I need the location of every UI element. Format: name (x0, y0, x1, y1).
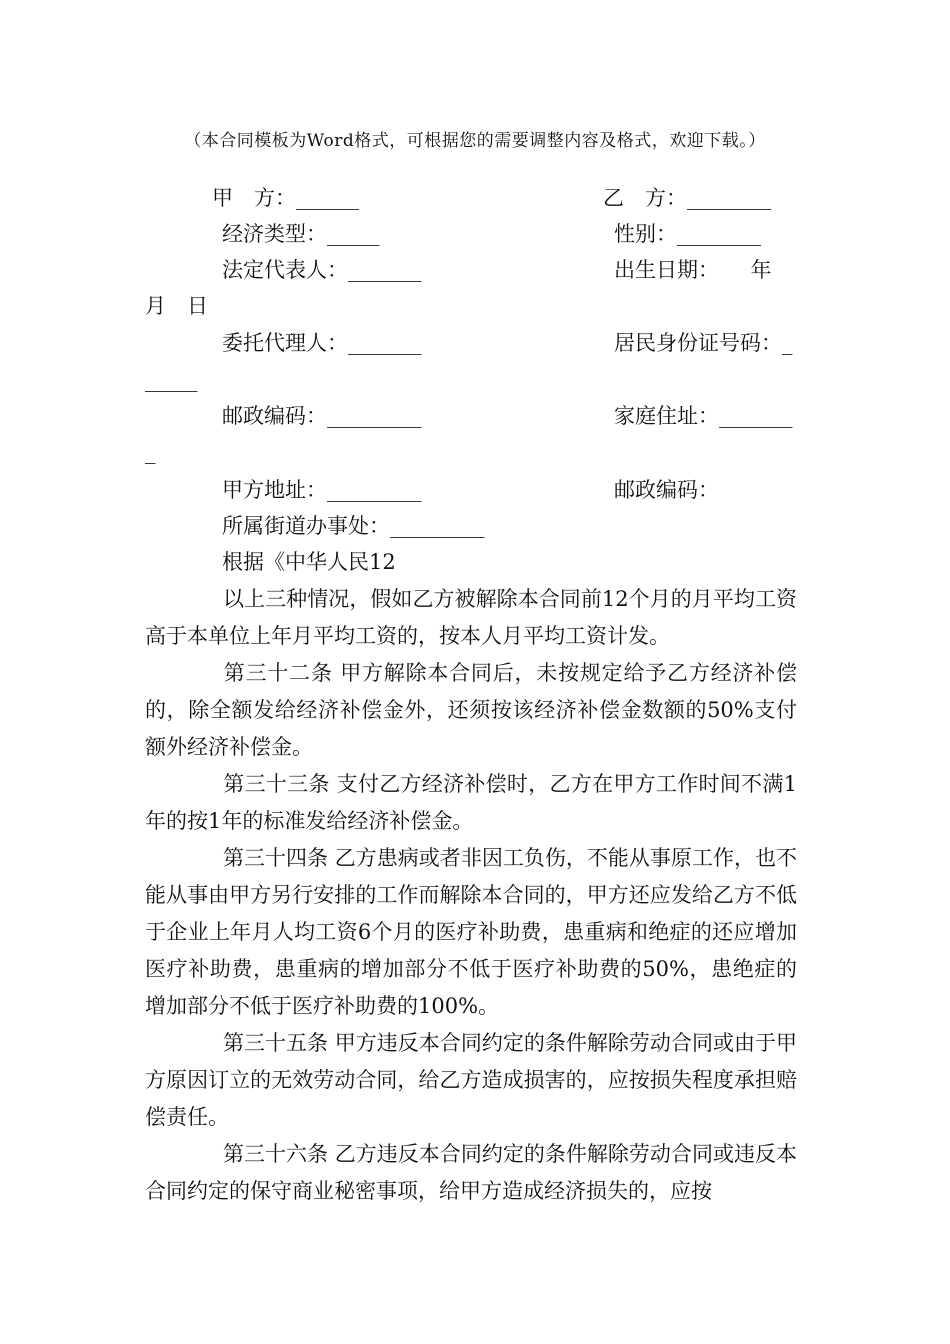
home-address-field: 家庭住址：_______ (614, 404, 793, 428)
id-number-field: 居民身份证号码：_ (614, 331, 793, 355)
template-note: （本合同模板为Word格式，可根据您的需要调整内容及格式，欢迎下载。） (184, 131, 766, 151)
paragraph-article-34 (145, 840, 797, 1025)
paragraph-article-32 (145, 655, 797, 766)
economic-type-field: 经济类型：_____ (222, 222, 380, 246)
paragraph-text: 第三十三条 支付乙方经济补偿时，乙方在甲方工作时间不满1年的按1年的标准发给经济补偿金。 (145, 772, 797, 833)
street-office-field: 所属街道办事处：_________ (222, 514, 485, 538)
basis-line: 根据《中华人民12 (222, 550, 396, 574)
paragraph-text: 以上三种情况，假如乙方被解除本合同前12个月的月平均工资高于本单位上年月平均工资的，按本人月平均工资计发。 (145, 587, 797, 648)
paragraph (145, 581, 797, 655)
party-a-address-field: 甲方地址：_________ (222, 478, 422, 502)
gender-field: 性别：________ (614, 222, 761, 246)
paragraph-article-36 (145, 1136, 797, 1210)
party-b-field: 乙 方：________ (603, 186, 771, 210)
postcode-a-field: 邮政编码：_________ (222, 404, 422, 428)
postcode-b-field: 邮政编码： (614, 478, 719, 502)
paragraph-article-35 (145, 1025, 797, 1136)
legal-representative-field: 法定代表人：_______ (222, 258, 422, 282)
id-number-continuation: _____ (145, 368, 198, 392)
paragraph-text: 第三十六条 乙方违反本合同约定的条件解除劳动合同或违反本合同约定的保守商业秘密事项，给甲方造成经济损失的，应按 (145, 1142, 797, 1203)
paragraph-text: 第三十五条 甲方违反本合同约定的条件解除劳动合同或由于甲方原因订立的无效劳动合同，给乙方造成损害的，应按损失程度承担赔偿责任。 (145, 1031, 797, 1129)
paragraph-text: 第三十四条 乙方患病或者非因工负伤，不能从事原工作，也不能从事由甲方另行安排的工作而解除本合同的，甲方还应发给乙方不低于企业上年月人均工资6个月的医疗补助费，患重病和绝症的还应增加医疗补助费，患重病的增加部分不低于医疗补助费的50%，患绝症的增加部分不低于医疗补助费的100%。 (145, 846, 797, 1018)
birth-date-continuation: 月 日 (145, 294, 208, 318)
birth-date-field: 出生日期： 年 (614, 258, 772, 282)
paragraph-article-33 (145, 766, 797, 840)
paragraph-text: 第三十二条 甲方解除本合同后，未按规定给予乙方经济补偿的，除全额发给经济补偿金外，还须按该经济补偿金数额的50%支付额外经济补偿金。 (145, 661, 797, 759)
home-address-continuation: _ (145, 440, 156, 464)
party-a-field: 甲 方：______ (212, 186, 359, 210)
agent-field: 委托代理人：_______ (222, 331, 422, 355)
